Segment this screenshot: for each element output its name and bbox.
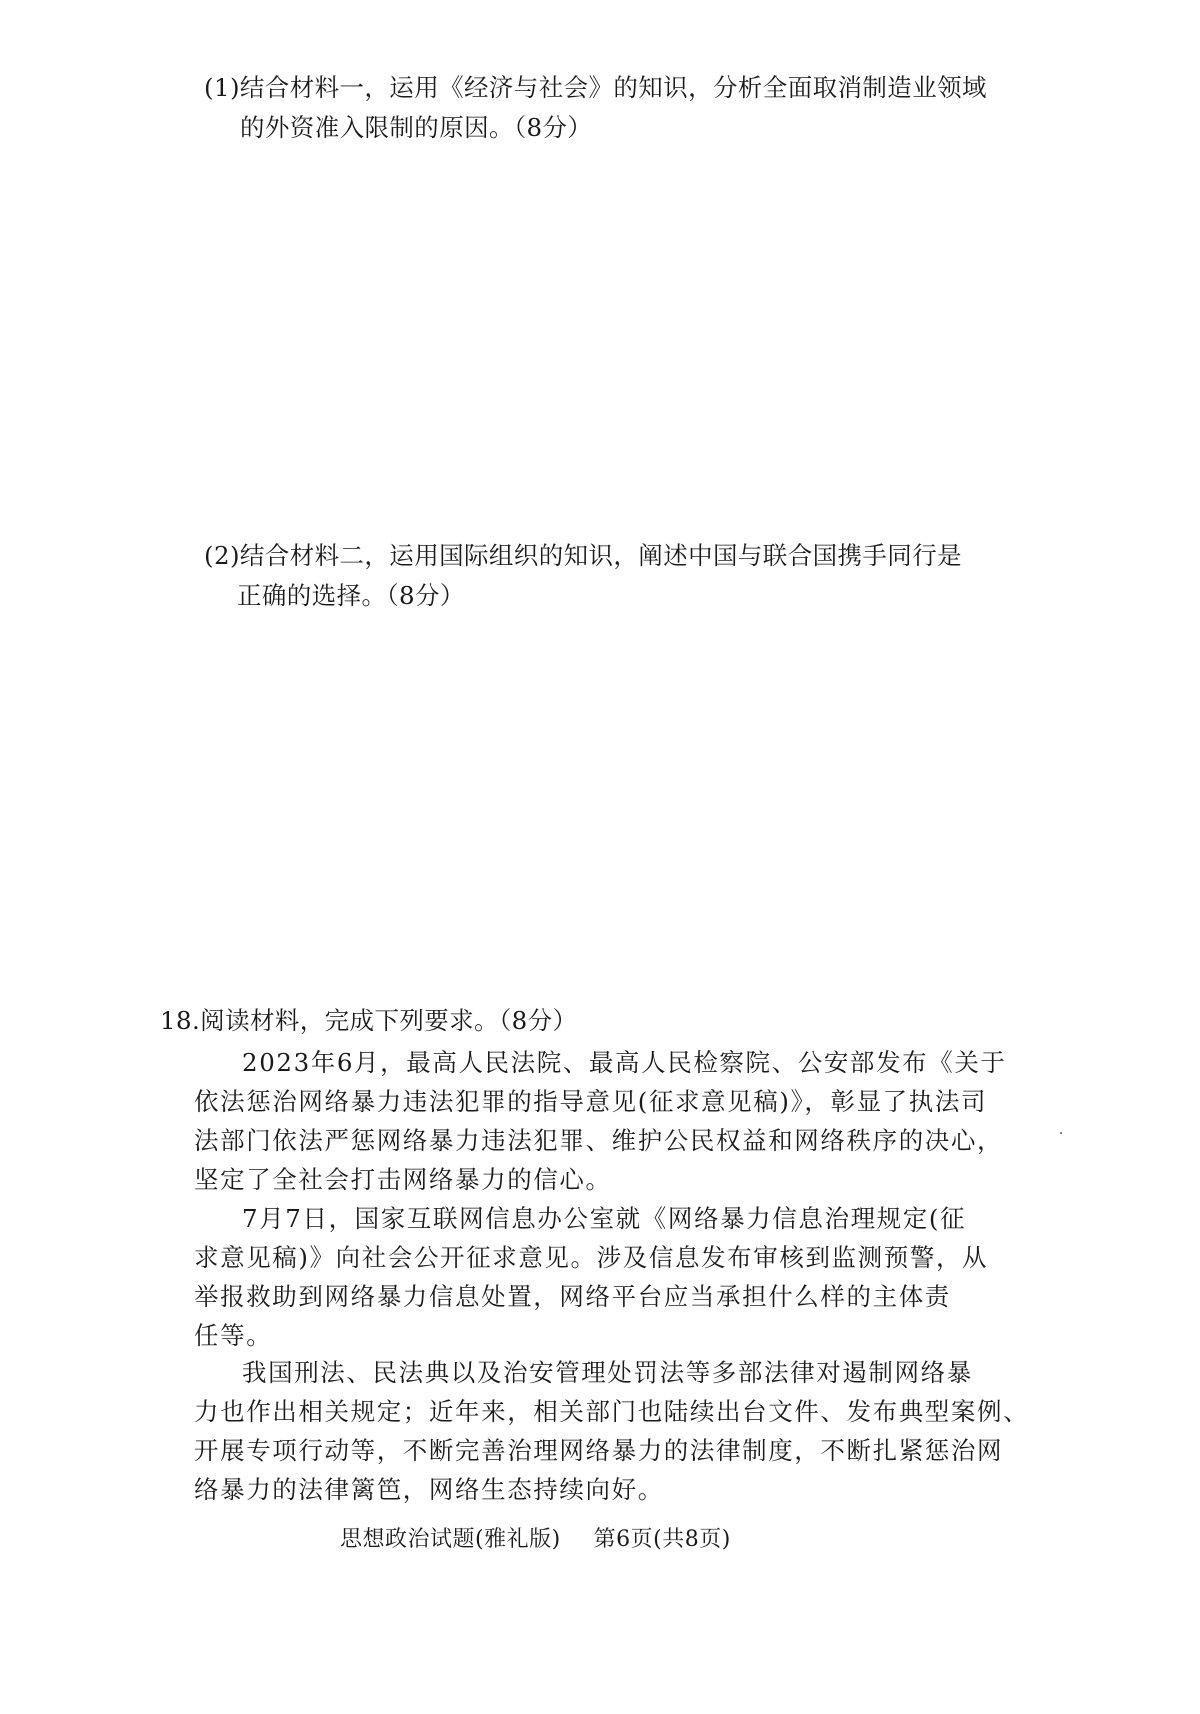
q18-p2-line: 7月7日，国家互联网信息办公室就《网络暴力信息治理规定(征 (242, 1204, 967, 1233)
scan-speck (1060, 1132, 1062, 1134)
q18-p1-line: 2023年6月，最高人民法院、最高人民检察院、公安部发布《关于 (242, 1048, 1007, 1077)
footer (340, 1526, 731, 1554)
q18-p3-line: 力也作出相关规定；近年来，相关部门也陆续出台文件、发布典型案例、 (194, 1397, 1030, 1426)
q18-heading: 18.阅读材料，完成下列要求。（8分） (160, 1006, 578, 1035)
q18-p3-line: 我国刑法、民法典以及治安管理处罚法等多部法律对遏制网络暴 (242, 1358, 973, 1387)
q17-part2-line1: (2)结合材料二，运用国际组织的知识，阐述中国与联合国携手同行是 (204, 541, 963, 570)
q17-part1-line1: (1)结合材料一，运用《经济与社会》的知识，分析全面取消制造业领域 (204, 73, 987, 102)
q18-p2-line: 求意见稿)》向社会公开征求意见。涉及信息发布审核到监测预警，从 (194, 1243, 989, 1272)
q18-p3-line: 开展专项行动等，不断完善治理网络暴力的法律制度，不断扎紧惩治网 (194, 1436, 1004, 1465)
q18-p1-line: 依法惩治网络暴力违法犯罪的指导意见(征求意见稿)》，彰显了执法司 (194, 1087, 988, 1116)
q17-part1-line2: 的外资准入限制的原因。（8分） (240, 113, 593, 142)
q18-p1-line: 坚定了全社会打击网络暴力的信心。 (194, 1165, 612, 1194)
q18-paragraph-2 (194, 1199, 988, 1355)
footer-page-info: 第6页(共8页) (593, 1527, 731, 1552)
q18-p3-line: 络暴力的法律篱笆，网络生态持续向好。 (194, 1475, 664, 1504)
q17-part2-line2: 正确的选择。（8分） (237, 581, 465, 610)
q18-paragraph-3 (194, 1353, 1029, 1509)
footer-exam-title: 思想政治试题(雅礼版) (340, 1527, 561, 1552)
q18-p1-line: 法部门依法严惩网络暴力违法犯罪、维护公民权益和网络秩序的决心， (194, 1126, 1004, 1155)
q18-paragraph-1 (194, 1043, 1007, 1199)
q18-p2-line: 任等。 (194, 1321, 273, 1350)
q18-p2-line: 举报救助到网络暴力信息处置，网络平台应当承担什么样的主体责 (194, 1282, 951, 1311)
